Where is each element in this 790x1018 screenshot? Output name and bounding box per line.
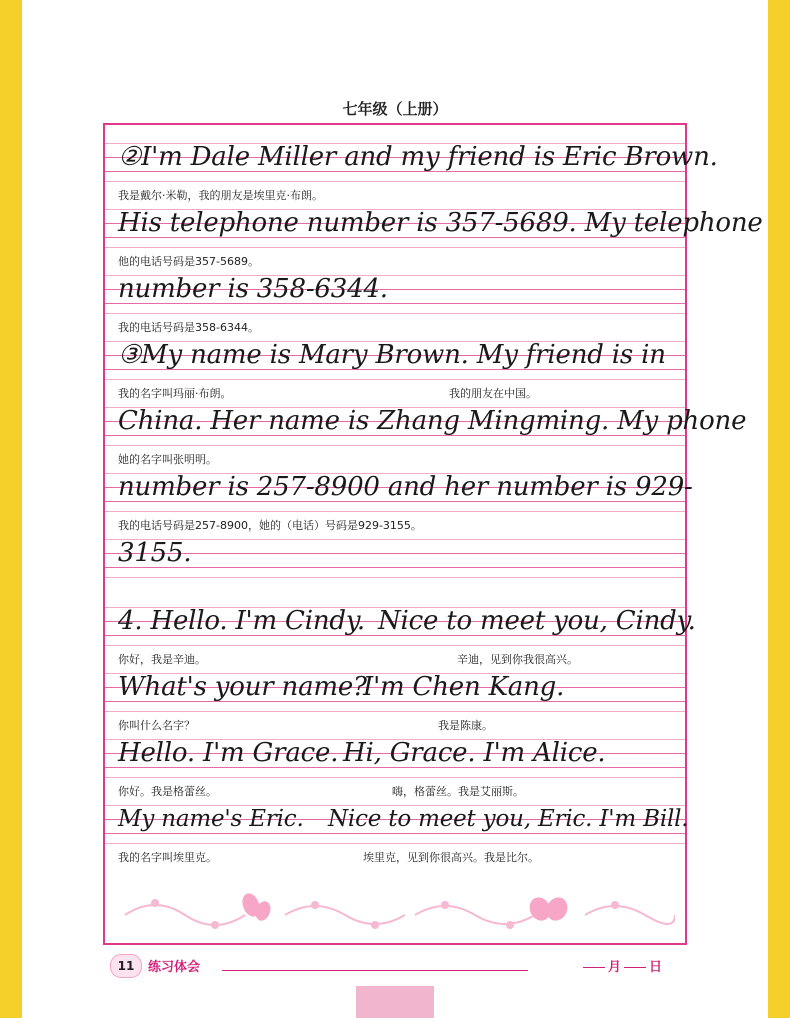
chinese-translation: 我的电话号码是257-8900，她的（电话）号码是929-3155。	[118, 519, 422, 532]
flower-icon	[311, 901, 319, 909]
english-sentence: 3155.	[118, 538, 192, 568]
left-yellow-band	[0, 0, 22, 1018]
butterfly-icon	[526, 894, 571, 924]
chinese-translation: 嗨，格蕾丝。我是艾丽斯。	[392, 785, 524, 798]
chinese-translation: 你好，我是辛迪。	[118, 653, 206, 666]
english-sentence: My name's Eric.	[118, 806, 304, 832]
right-yellow-band	[768, 0, 790, 1018]
chinese-translation: 我的朋友在中国。	[449, 387, 537, 400]
english-sentence: His telephone number is 357-5689. My telephone	[118, 208, 763, 238]
english-sentence: number is 257-8900 and her number is 929-	[118, 472, 693, 502]
chinese-translation: 辛迪，见到你我很高兴。	[457, 653, 578, 666]
chinese-translation: 他的电话号码是357-5689。	[118, 255, 259, 268]
copybook-sheet	[103, 123, 763, 945]
flower-icon	[211, 921, 219, 929]
bottom-pink-tab	[356, 986, 434, 1018]
flower-icon	[151, 899, 159, 907]
english-sentence: 4. Hello. I'm Cindy.	[118, 606, 365, 636]
english-sentence: I'm Chen Kang.	[363, 672, 565, 702]
vine-icon	[125, 905, 245, 925]
vine-icon	[285, 906, 405, 924]
chinese-translation: 她的名字叫张明明。	[118, 453, 217, 466]
chinese-translation: 我是戴尔·米勒，我的朋友是埃里克·布朗。	[118, 189, 323, 202]
chinese-translation: 我的名字叫埃里克。	[118, 851, 217, 864]
floral-decoration	[115, 885, 675, 937]
english-sentence: ②I'm Dale Miller and my friend is Eric Brown.	[118, 142, 718, 172]
chinese-translation: 你叫什么名字？	[118, 719, 195, 732]
chinese-translation: 我是陈康。	[438, 719, 493, 732]
english-sentence: China. Her name is Zhang Mingming. My phone	[118, 406, 747, 436]
flower-icon	[441, 901, 449, 909]
vine-icon	[585, 906, 675, 924]
day-label: 日	[649, 960, 663, 975]
page-number: 11	[110, 954, 142, 978]
reflection-writing-line[interactable]	[222, 970, 528, 971]
chinese-translation: 我的电话号码是358-6344。	[118, 321, 259, 334]
english-sentence: Nice to meet you, Cindy.	[378, 606, 696, 636]
chinese-translation: 你好。我是格蕾丝。	[118, 785, 217, 798]
english-sentence: number is 358-6344.	[118, 274, 388, 304]
english-sentence: Hi, Grace. I'm Alice.	[343, 738, 606, 768]
page-header: 七年级（上册）	[342, 100, 448, 118]
flower-icon	[371, 921, 379, 929]
butterfly-icon	[239, 891, 273, 923]
flower-icon	[611, 901, 619, 909]
vine-icon	[415, 906, 535, 924]
english-sentence: Hello. I'm Grace.	[118, 738, 339, 768]
month-label: 月	[608, 960, 622, 975]
date-field[interactable]	[580, 956, 662, 975]
english-sentence: What's your name?	[118, 672, 367, 702]
chinese-translation: 我的名字叫玛丽·布朗。	[118, 387, 232, 400]
flower-icon	[506, 921, 514, 929]
english-sentence: Nice to meet you, Eric. I'm Bill.	[328, 806, 689, 832]
chinese-translation: 埃里克，见到你很高兴。我是比尔。	[363, 851, 539, 864]
practice-reflection-label: 练习体会	[148, 960, 201, 975]
english-sentence: ③My name is Mary Brown. My friend is in	[118, 340, 666, 370]
page-footer	[110, 954, 670, 980]
